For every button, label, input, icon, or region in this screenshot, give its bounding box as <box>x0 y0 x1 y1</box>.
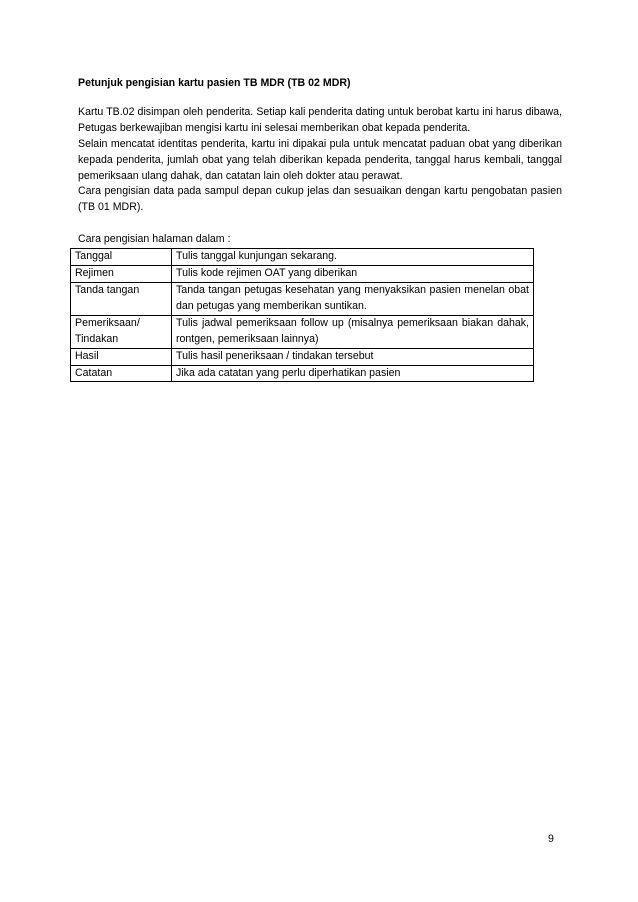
field-description-cell: Jika ada catatan yang perlu diperhatikan pasien <box>172 365 534 382</box>
paragraph-card-usage: Selain mencatat identitas penderita, kartu ini dipakai pula untuk mencatat paduan obat yang diberikan kepada penderita, jumlah obat yang telah diberikan kepada penderita, tanggal harus kembali, tanggal pemeriksaan ulang dahak, dan catatan lain oleh dokter atau perawat. <box>78 137 562 182</box>
table-row <box>71 249 534 266</box>
paragraph-card-storage: Kartu TB.02 disimpan oleh penderita. Setiap kali penderita dating untuk berobat kartu ini harus dibawa, Petugas berkewajiban mengisi kartu ini selesai memberikan obat kepada penderita. <box>78 105 562 134</box>
table-row <box>71 315 534 348</box>
document-title: Petunjuk pengisian kartu pasien TB MDR (TB 02 MDR) <box>78 77 351 89</box>
field-name-cell: Pemeriksaan/ Tindakan <box>71 315 172 348</box>
page-content <box>75 76 562 382</box>
table-row <box>71 266 534 283</box>
field-name-cell: Tanggal <box>71 249 172 266</box>
field-name-cell: Rejimen <box>71 266 172 283</box>
table-intro: Cara pengisian halaman dalam : <box>78 233 231 246</box>
field-description-cell: Tulis tanggal kunjungan sekarang. <box>172 249 534 266</box>
paragraph-cover-filling: Cara pengisian data pada sampul depan cukup jelas dan sesuaikan dengan kartu pengobatan pasien (TB 01 MDR). <box>78 185 562 214</box>
field-description-cell: Tulis jadwal pemeriksaan follow up (misalnya pemeriksaan biakan dahak, rontgen, pemeriksaan lainnya) <box>172 315 534 348</box>
filling-guide-table <box>70 248 534 382</box>
field-name-cell: Tanda tangan <box>71 282 172 315</box>
instructions-block <box>78 105 562 216</box>
field-description-cell: Tulis hasil peneriksaan / tindakan tersebut <box>172 348 534 365</box>
table-row <box>71 282 534 315</box>
page-number: 9 <box>548 833 554 845</box>
field-name-cell: Catatan <box>71 365 172 382</box>
field-description-cell: Tulis kode rejimen OAT yang diberikan <box>172 266 534 283</box>
field-description-cell: Tanda tangan petugas kesehatan yang menyaksikan pasien menelan obat dan petugas yang memberikan suntikan. <box>172 282 534 315</box>
table-row <box>71 365 534 382</box>
field-name-cell: Hasil <box>71 348 172 365</box>
table-row <box>71 348 534 365</box>
